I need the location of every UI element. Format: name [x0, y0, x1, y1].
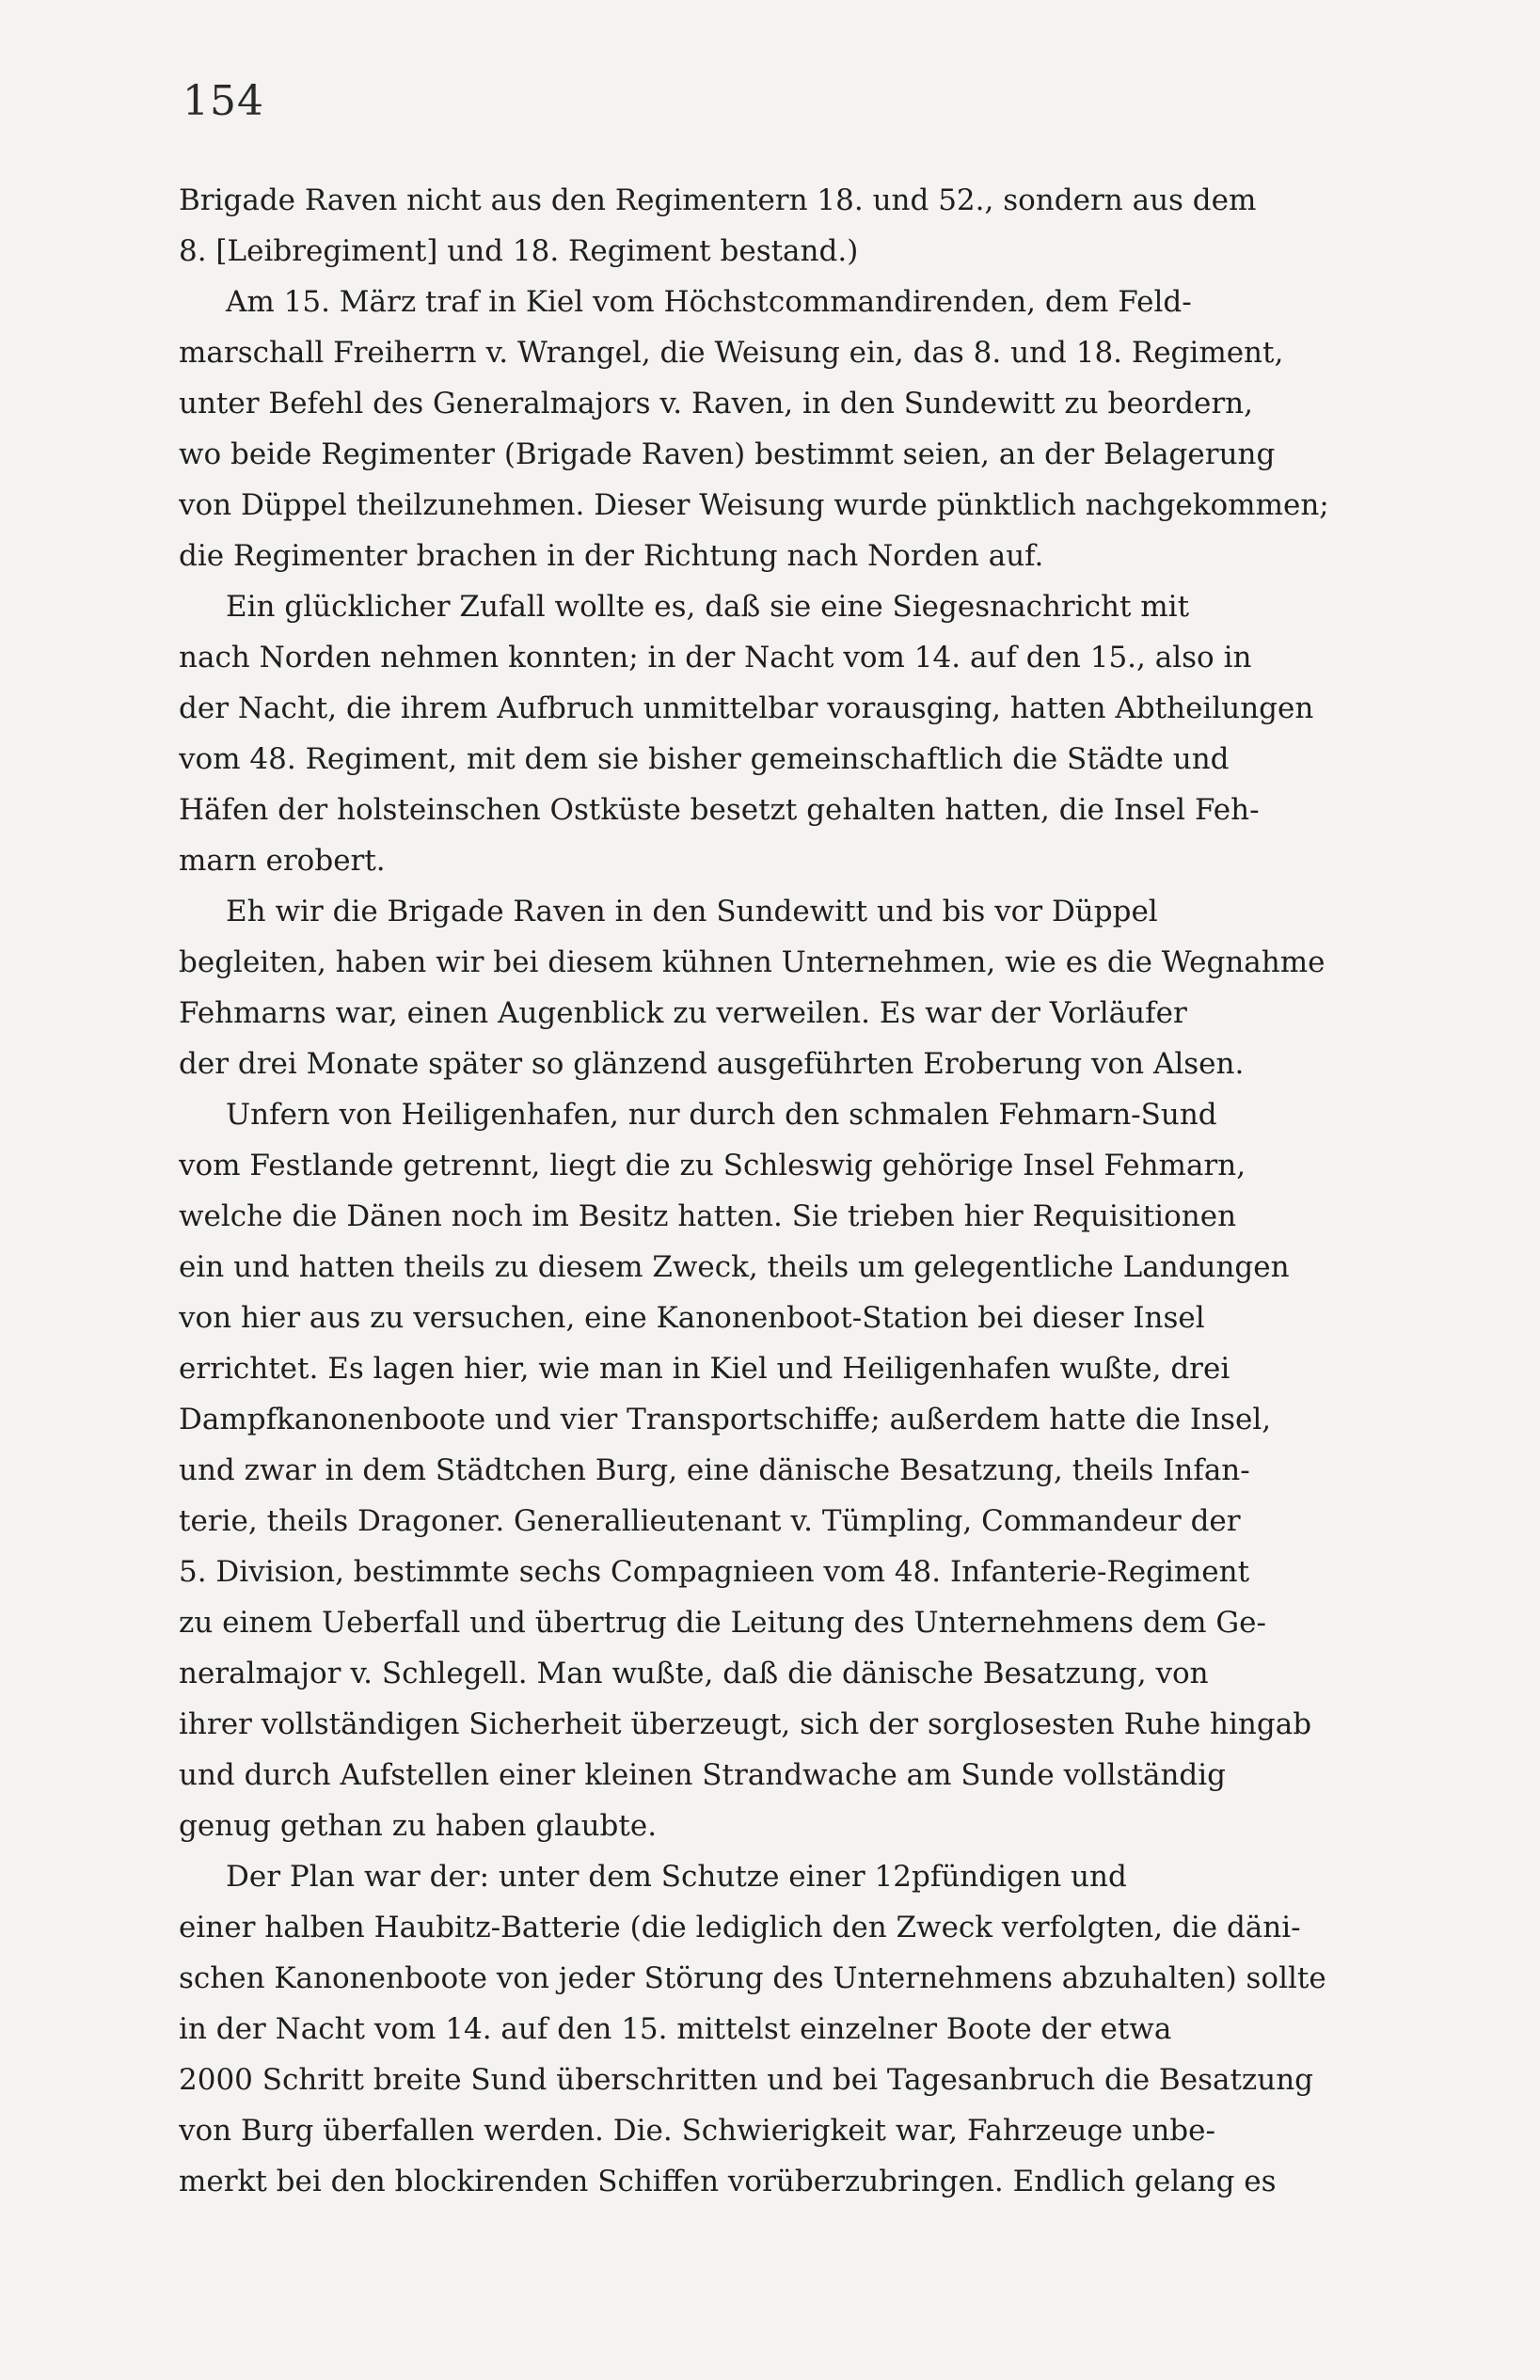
- text-line: 2000 Schritt breite Sund überschritten und bei Tagesanbruch die Besatzung: [179, 2063, 1314, 2097]
- text-line: Am 15. März traf in Kiel vom Höchstcommandirenden, dem Feld-: [226, 285, 1192, 319]
- text-line: errichtet. Es lagen hier, wie man in Kiel und Heiligenhafen wußte, drei: [179, 1352, 1230, 1386]
- page-number: 154: [183, 77, 264, 125]
- text-line: begleiten, haben wir bei diesem kühnen Unternehmen, wie es die Wegnahme: [179, 945, 1326, 979]
- text-line: zu einem Ueberfall und übertrug die Leitung des Unternehmens dem Ge-: [179, 1606, 1266, 1640]
- text-line: von hier aus zu versuchen, eine Kanonenboot-Station bei dieser Insel: [179, 1301, 1205, 1335]
- text-line: marn erobert.: [179, 844, 386, 878]
- text-line: Fehmarns war, einen Augenblick zu verweilen. Es war der Vorläufer: [179, 996, 1187, 1030]
- text-line: unter Befehl des Generalmajors v. Raven, in den Sundewitt zu beordern,: [179, 387, 1253, 420]
- text-line: welche die Dänen noch im Besitz hatten. Sie trieben hier Requisitionen: [179, 1199, 1237, 1233]
- text-line: terie, theils Dragoner. Generallieutenant v. Tümpling, Commandeur der: [179, 1504, 1241, 1538]
- text-line: und zwar in dem Städtchen Burg, eine dänische Besatzung, theils Infan-: [179, 1453, 1250, 1487]
- text-line: Unfern von Heiligenhafen, nur durch den schmalen Fehmarn-Sund: [226, 1098, 1217, 1132]
- text-line: marschall Freiherrn v. Wrangel, die Weisung ein, das 8. und 18. Regiment,: [179, 336, 1284, 370]
- text-line: Der Plan war der: unter dem Schutze einer 12pfündigen und: [226, 1860, 1127, 1894]
- body-text: [179, 175, 1419, 2207]
- text-line: vom Festlande getrennt, liegt die zu Schleswig gehörige Insel Fehmarn,: [179, 1149, 1246, 1182]
- text-line: in der Nacht vom 14. auf den 15. mittelst einzelner Boote der etwa: [179, 2012, 1172, 2046]
- text-line: von Düppel theilzunehmen. Dieser Weisung wurde pünktlich nachgekommen;: [179, 488, 1329, 522]
- text-line: von Burg überfallen werden. Die. Schwierigkeit war, Fahrzeuge unbe-: [179, 2114, 1215, 2148]
- text-line: Eh wir die Brigade Raven in den Sundewitt und bis vor Düppel: [226, 895, 1158, 928]
- text-line: der Nacht, die ihrem Aufbruch unmittelbar vorausging, hatten Abtheilungen: [179, 691, 1314, 725]
- text-line: ihrer vollständigen Sicherheit überzeugt, sich der sorglosesten Ruhe hingab: [179, 1707, 1312, 1741]
- text-line: Häfen der holsteinschen Ostküste besetzt gehalten hatten, die Insel Feh-: [179, 793, 1260, 827]
- text-line: nach Norden nehmen konnten; in der Nacht vom 14. auf den 15., also in: [179, 641, 1252, 674]
- text-line: neralmajor v. Schlegell. Man wußte, daß die dänische Besatzung, von: [179, 1657, 1209, 1690]
- text-line: 5. Division, bestimmte sechs Compagnieen vom 48. Infanterie-Regiment: [179, 1555, 1250, 1589]
- text-line: Ein glücklicher Zufall wollte es, daß sie eine Siegesnachricht mit: [226, 590, 1190, 624]
- text-line: merkt bei den blockirenden Schiffen vorüberzubringen. Endlich gelang es: [179, 2165, 1277, 2198]
- text-line: die Regimenter brachen in der Richtung nach Norden auf.: [179, 539, 1044, 573]
- text-line: schen Kanonenboote von jeder Störung des Unternehmens abzuhalten) sollte: [179, 1961, 1326, 1995]
- text-line: genug gethan zu haben glaubte.: [179, 1809, 658, 1843]
- text-line: vom 48. Regiment, mit dem sie bisher gemeinschaftlich die Städte und: [179, 742, 1230, 776]
- text-line: und durch Aufstellen einer kleinen Strandwache am Sunde vollständig: [179, 1758, 1227, 1792]
- text-line: einer halben Haubitz-Batterie (die lediglich den Zweck verfolgten, die däni-: [179, 1911, 1301, 1944]
- text-line: Dampfkanonenboote und vier Transportschiffe; außerdem hatte die Insel,: [179, 1403, 1272, 1436]
- text-line: wo beide Regimenter (Brigade Raven) bestimmt seien, an der Belagerung: [179, 437, 1276, 471]
- text-line: Brigade Raven nicht aus den Regimentern 18. und 52., sondern aus dem: [179, 183, 1257, 217]
- text-line: ein und hatten theils zu diesem Zweck, theils um gelegentliche Landungen: [179, 1250, 1290, 1284]
- text-line: der drei Monate später so glänzend ausgeführten Eroberung von Alsen.: [179, 1047, 1245, 1081]
- text-line: 8. [Leibregiment] und 18. Regiment bestand.): [179, 234, 859, 268]
